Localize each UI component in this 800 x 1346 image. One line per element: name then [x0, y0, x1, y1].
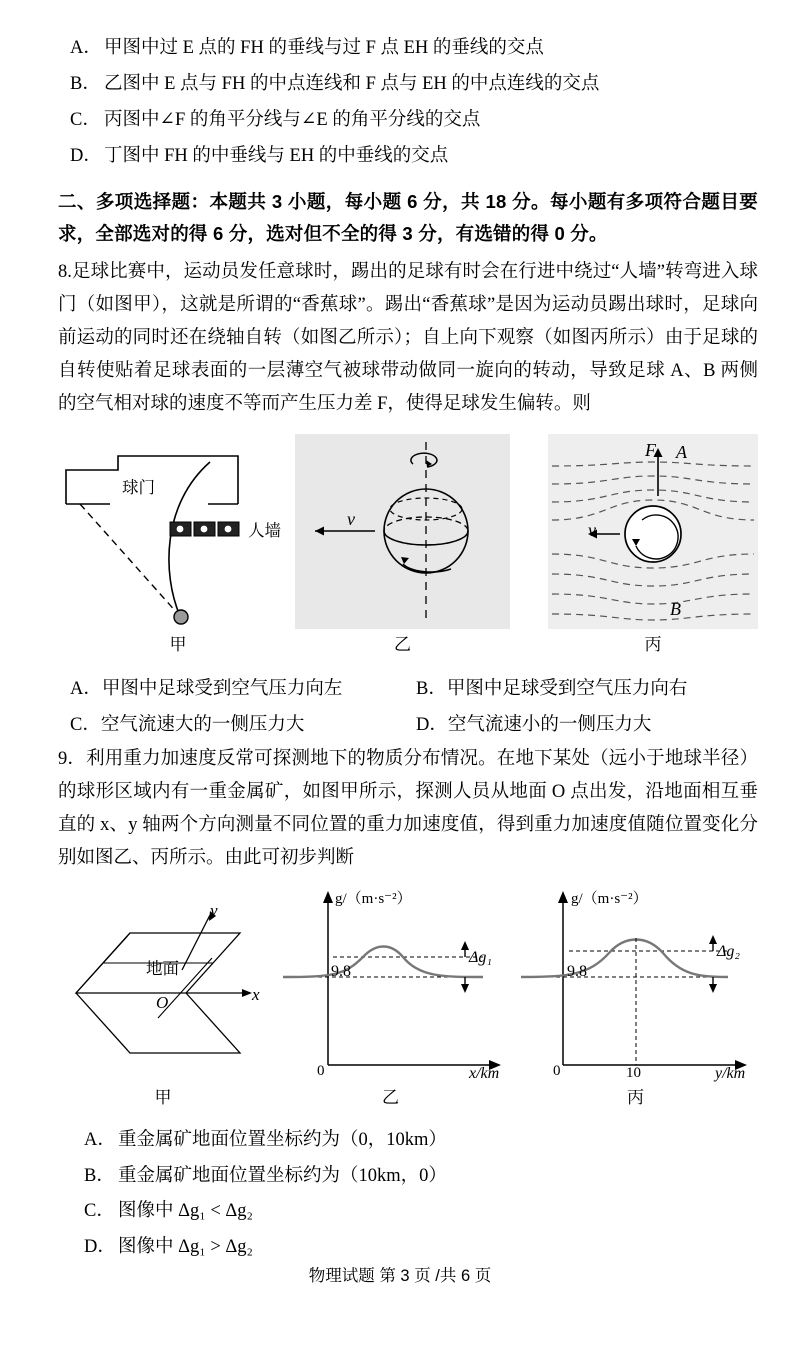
- figure-label-F: F: [645, 440, 656, 461]
- figure-caption-jia: 甲: [154, 1088, 172, 1108]
- option-row: [58, 707, 758, 737]
- figure-caption-yi: 乙: [394, 635, 411, 655]
- option-row: [58, 102, 758, 138]
- figure-label-goal: 球门: [122, 478, 155, 498]
- question-9-options: [58, 1123, 758, 1265]
- figure-bing-gy-graph: [513, 885, 758, 1083]
- option-row: [58, 30, 758, 66]
- figure-label-ground: 地面: [146, 959, 179, 979]
- figure-label-B: B: [670, 599, 681, 620]
- option-row: [58, 66, 758, 102]
- figure-label-x: x: [252, 985, 260, 1005]
- figure-caption-bing: 丙: [644, 635, 662, 655]
- tick-10: 10: [626, 1065, 641, 1082]
- question-8-figures: [58, 434, 758, 655]
- option-label: B．: [70, 74, 101, 95]
- figure-label-y: y: [210, 901, 218, 921]
- figure-yi-gx-graph: [273, 885, 508, 1083]
- option-label: C．: [84, 1201, 115, 1222]
- page-footer: 物理试题 第 3 页 /共 6 页: [308, 1267, 492, 1285]
- page-content: [58, 30, 758, 1265]
- figure-jia-banana-kick: [58, 434, 298, 629]
- option-label: B．: [84, 1165, 115, 1186]
- option-text: 丁图中 FH 的中垂线与 EH 的中垂线的交点: [104, 146, 449, 167]
- option-b: B．甲图中足球受到空气压力向右: [416, 679, 688, 700]
- option-text: 重金属矿地面位置坐标约为（10km，0）: [118, 1165, 447, 1186]
- yaxis-distance-label: y/km: [715, 1065, 746, 1083]
- option-d: D．空气流速小的一侧压力大: [416, 715, 652, 736]
- option-row: [58, 671, 758, 701]
- yaxis-label: g/（m·s⁻²）: [335, 891, 412, 908]
- figure-caption-jia: 甲: [169, 635, 187, 655]
- option-label: D．: [84, 1236, 116, 1257]
- option-text: 图像中 Δg₁ < Δg₂: [118, 1201, 254, 1222]
- question-9-stem: 9．利用重力加速度反常可探测地下的物质分布情况。在地下某处（远小于地球半径）的球形区域内有一重金属矿，如图甲所示，探测人员从地面 O 点出发，沿地面相互垂直的 x、y 轴两个方向测量不同位置的重力加速度值，得到重力加速度值随位置变化分别如图乙、丙所示。由此可初步判断: [58, 749, 758, 869]
- question-9-figures: [58, 885, 758, 1108]
- figure-caption-bing: 丙: [627, 1088, 644, 1108]
- figure-label-v: v: [588, 520, 596, 541]
- option-text: 甲图中过 E 点的 FH 的垂线与过 F 点 EH 的垂线的交点: [104, 38, 544, 58]
- option-row: [58, 138, 758, 174]
- figure-label-v: v: [347, 509, 355, 530]
- option-label: A．: [70, 38, 102, 58]
- option-row: [58, 1230, 758, 1266]
- option-label: A．: [84, 1130, 116, 1151]
- question-7-options: [58, 30, 758, 174]
- option-text: 乙图中 E 点与 FH 的中点连线和 F 点与 EH 的中点连线的交点: [104, 74, 600, 95]
- option-c: C．空气流速大的一侧压力大: [70, 715, 305, 736]
- option-label: C．: [70, 110, 101, 131]
- option-text: 丙图中∠F 的角平分线与∠E 的角平分线的交点: [104, 110, 481, 131]
- option-row: [58, 1194, 758, 1230]
- figure-label-wall: 人墙: [248, 521, 281, 541]
- origin-zero: 0: [553, 1063, 561, 1080]
- figure-label-A: A: [676, 442, 687, 463]
- baseline-value: 9.8: [331, 963, 351, 981]
- figure-bing-streamlines: [548, 434, 758, 629]
- section-heading: 二、多项选择题：本题共 3 小题，每小题 6 分，共 18 分。每小题有多项符合题目要求，全部选对的得 6 分，选对但不全的得 3 分，有选错的得 0 分。: [58, 191, 758, 245]
- figure-label-origin: O: [156, 993, 169, 1013]
- yaxis-label: g/（m·s⁻²）: [571, 891, 648, 908]
- option-text: 重金属矿地面位置坐标约为（0，10km）: [118, 1130, 447, 1151]
- option-a: A．甲图中足球受到空气压力向左: [70, 679, 343, 700]
- delta-g2-label: Δg₂: [717, 943, 740, 961]
- option-row: [58, 1159, 758, 1195]
- question-8-options: [58, 671, 758, 737]
- figure-caption-yi: 乙: [382, 1088, 399, 1108]
- xaxis-label: x/km: [469, 1065, 500, 1083]
- option-label: D．: [70, 146, 102, 167]
- option-row: [58, 1123, 758, 1159]
- figure-jia-ground-plane: [68, 893, 258, 1078]
- question-8-stem: 8.足球比赛中，运动员发任意球时，踢出的足球有时会在行进中绕过“人墙”转弯进入球门（如图甲），这就是所谓的“香蕉球”。踢出“香蕉球”是因为运动员踢出球时，足球向前运动的同时还在绕轴自转（如图乙所示）；自上向下观察（如图丙所示）由于足球的自转使贴着足球表面的一层薄空气被球带动做同一旋向的转动，导致足球 A、B 两侧的空气相对球的速度不等而产生压力差 F，使得足球发生偏转。则: [58, 261, 758, 414]
- option-text: 图像中 Δg₁ > Δg₂: [118, 1236, 254, 1257]
- delta-g1-label: Δg₁: [469, 949, 492, 967]
- origin-zero: 0: [317, 1063, 325, 1080]
- figure-yi-spinning-ball: [295, 434, 510, 629]
- baseline-value: 9.8: [567, 963, 587, 981]
